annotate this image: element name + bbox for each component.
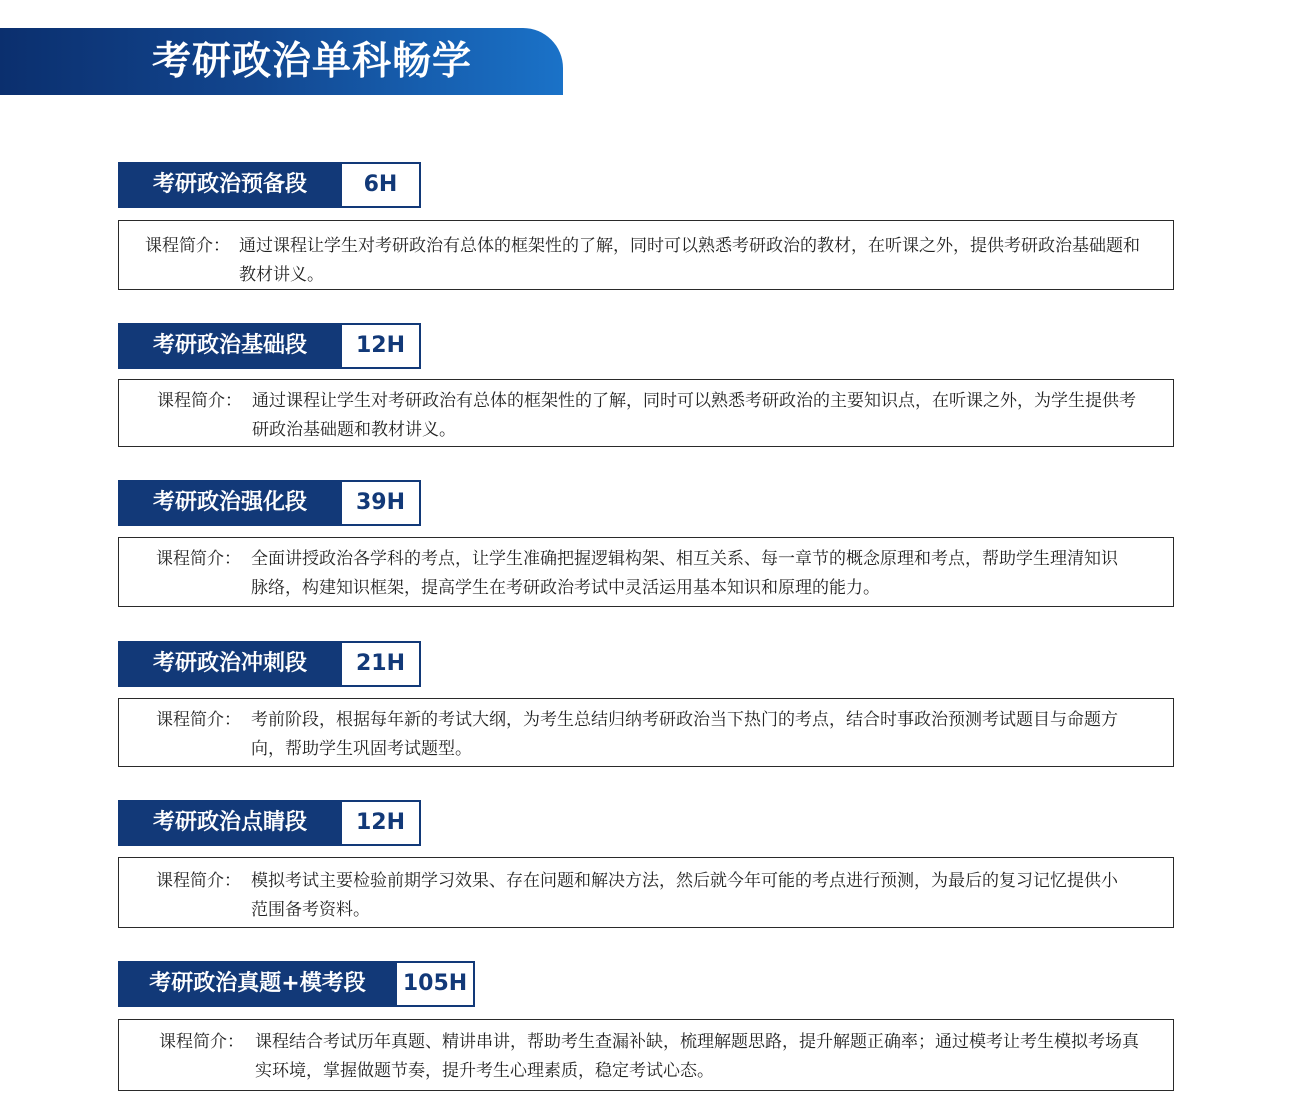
section-hours: 6H bbox=[342, 162, 421, 208]
page-title: 考研政治单科畅学 bbox=[152, 39, 473, 84]
section-header bbox=[118, 162, 1174, 208]
course-section bbox=[118, 480, 1174, 598]
section-hours: 12H bbox=[342, 800, 421, 846]
description-text: 考前阶段，根据每年新的考试大纲，为考生总结归纳考研政治当下热门的考点，结合时事政治预测考试题目与命题方向，帮助学生巩固考试题型。 bbox=[251, 710, 1118, 759]
section-name: 考研政治点睛段 bbox=[118, 800, 342, 846]
description-text: 课程结合考试历年真题、精讲串讲，帮助考生查漏补缺，梳理解题思路，提升解题正确率；通过模考让考生模拟考场真实环境，掌握做题节奏，提升考生心理素质，稳定考试心态。 bbox=[255, 1032, 1139, 1081]
description-label: 课程简介： bbox=[159, 1032, 244, 1052]
description-box bbox=[118, 698, 1174, 767]
section-header bbox=[118, 480, 1174, 526]
description-text: 通过课程让学生对考研政治有总体的框架性的了解，同时可以熟悉考研政治的主要知识点，在听课之外，为学生提供考研政治基础题和教材讲义。 bbox=[252, 391, 1136, 440]
course-section bbox=[118, 323, 1174, 440]
section-name: 考研政治强化段 bbox=[118, 480, 342, 526]
description-box bbox=[118, 379, 1174, 447]
course-section bbox=[118, 162, 1174, 285]
section-hours: 105H bbox=[397, 961, 475, 1007]
section-hours: 12H bbox=[342, 323, 421, 369]
description-box bbox=[118, 537, 1174, 607]
section-name: 考研政治预备段 bbox=[118, 162, 342, 208]
course-section bbox=[118, 800, 1174, 920]
section-name: 考研政治冲刺段 bbox=[118, 641, 342, 687]
section-hours: 21H bbox=[342, 641, 421, 687]
section-name: 考研政治真题+模考段 bbox=[118, 961, 397, 1007]
section-header bbox=[118, 961, 1174, 1007]
description-box bbox=[118, 220, 1174, 290]
section-hours: 39H bbox=[342, 480, 421, 526]
section-header bbox=[118, 641, 1174, 687]
description-label: 课程简介： bbox=[156, 549, 241, 569]
section-header bbox=[118, 800, 1174, 846]
description-text: 通过课程让学生对考研政治有总体的框架性的了解，同时可以熟悉考研政治的教材，在听课之外，提供考研政治基础题和教材讲义。 bbox=[239, 236, 1140, 285]
section-header bbox=[118, 323, 1174, 369]
description-box bbox=[118, 1019, 1174, 1091]
description-label: 课程简介： bbox=[157, 391, 242, 411]
description-box bbox=[118, 857, 1174, 928]
description-label: 课程简介： bbox=[156, 871, 241, 891]
course-section bbox=[118, 961, 1174, 1081]
description-text: 全面讲授政治各学科的考点，让学生准确把握逻辑构架、相互关系、每一章节的概念原理和考点，帮助学生理清知识脉络，构建知识框架，提高学生在考研政治考试中灵活运用基本知识和原理的能力。 bbox=[251, 549, 1118, 598]
course-section bbox=[118, 641, 1174, 759]
description-text: 模拟考试主要检验前期学习效果、存在问题和解决方法，然后就今年可能的考点进行预测，为最后的复习记忆提供小范围备考资料。 bbox=[251, 871, 1118, 920]
section-name: 考研政治基础段 bbox=[118, 323, 342, 369]
description-label: 课程简介： bbox=[156, 710, 241, 730]
description-label: 课程简介： bbox=[145, 236, 230, 256]
